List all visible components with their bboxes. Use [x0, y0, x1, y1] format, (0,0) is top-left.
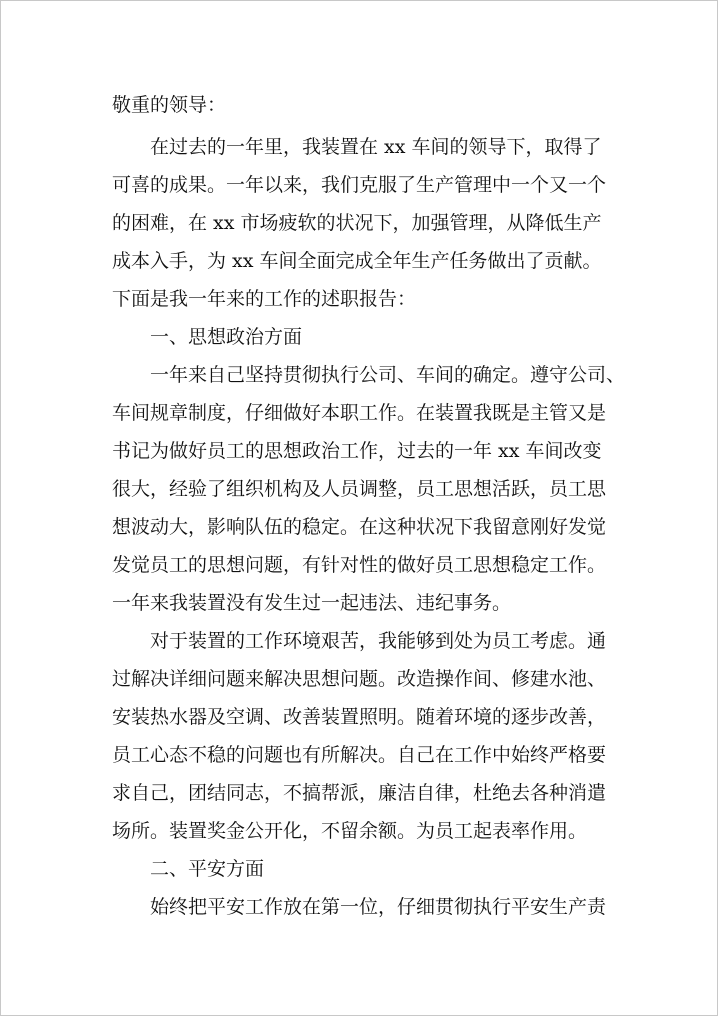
salutation: 敬重的领导：: [112, 94, 227, 116]
paragraph-line: 场所。装置奖金公开化，不留余额。为员工起表率作用。: [112, 820, 588, 842]
paragraph-line: 过解决详细问题来解决思想问题。改造操作间、修建水池、: [112, 668, 607, 690]
paragraph-line: 车间规章制度，仔细做好本职工作。在装置我既是主管又是: [112, 402, 607, 424]
paragraph-line: 员工心态不稳的问题也有所解决。自己在工作中始终严格要: [112, 744, 607, 766]
paragraph-line: 很大，经验了组织机构及人员调整，员工思想活跃，员工思: [112, 478, 607, 500]
paragraph-line: 可喜的成果。一年以来，我们克服了生产管理中一个又一个: [112, 174, 607, 196]
section-heading: 二、平安方面: [150, 858, 265, 880]
paragraph-line: 一年来自己坚持贯彻执行公司、车间的确定。遵守公司、: [150, 364, 626, 386]
paragraph-line: 一年来我装置没有发生过一起违法、违纪事务。: [112, 592, 512, 614]
paragraph-line: 对于装置的工作环境艰苦，我能够到处为员工考虑。通: [150, 630, 607, 652]
paragraph-line: 成本入手，为 xx 车间全面完成全年生产任务做出了贡献。: [112, 250, 602, 272]
paragraph-line: 在过去的一年里，我装置在 xx 车间的领导下，取得了: [150, 136, 602, 158]
paragraph-line: 求自己，团结同志，不搞帮派，廉洁自律，杜绝去各种消遣: [112, 782, 607, 804]
paragraph-line: 始终把平安工作放在第一位，仔细贯彻执行平安生产责: [150, 896, 607, 918]
paragraph-line: 安装热水器及空调、改善装置照明。随着环境的逐步改善，: [112, 706, 607, 728]
paragraph-line: 想波动大，影响队伍的稳定。在这种状况下我留意刚好发觉: [112, 516, 607, 538]
paragraph-line: 书记为做好员工的思想政治工作，过去的一年 xx 车间改变: [112, 440, 602, 462]
paragraph-line: 的困难，在 xx 市场疲软的状况下，加强管理，从降低生产: [112, 212, 602, 234]
paragraph-line: 下面是我一年来的工作的述职报告：: [112, 288, 417, 310]
section-heading: 一、思想政治方面: [150, 326, 303, 348]
paragraph-line: 发觉员工的思想问题，有针对性的做好员工思想稳定工作。: [112, 554, 607, 576]
